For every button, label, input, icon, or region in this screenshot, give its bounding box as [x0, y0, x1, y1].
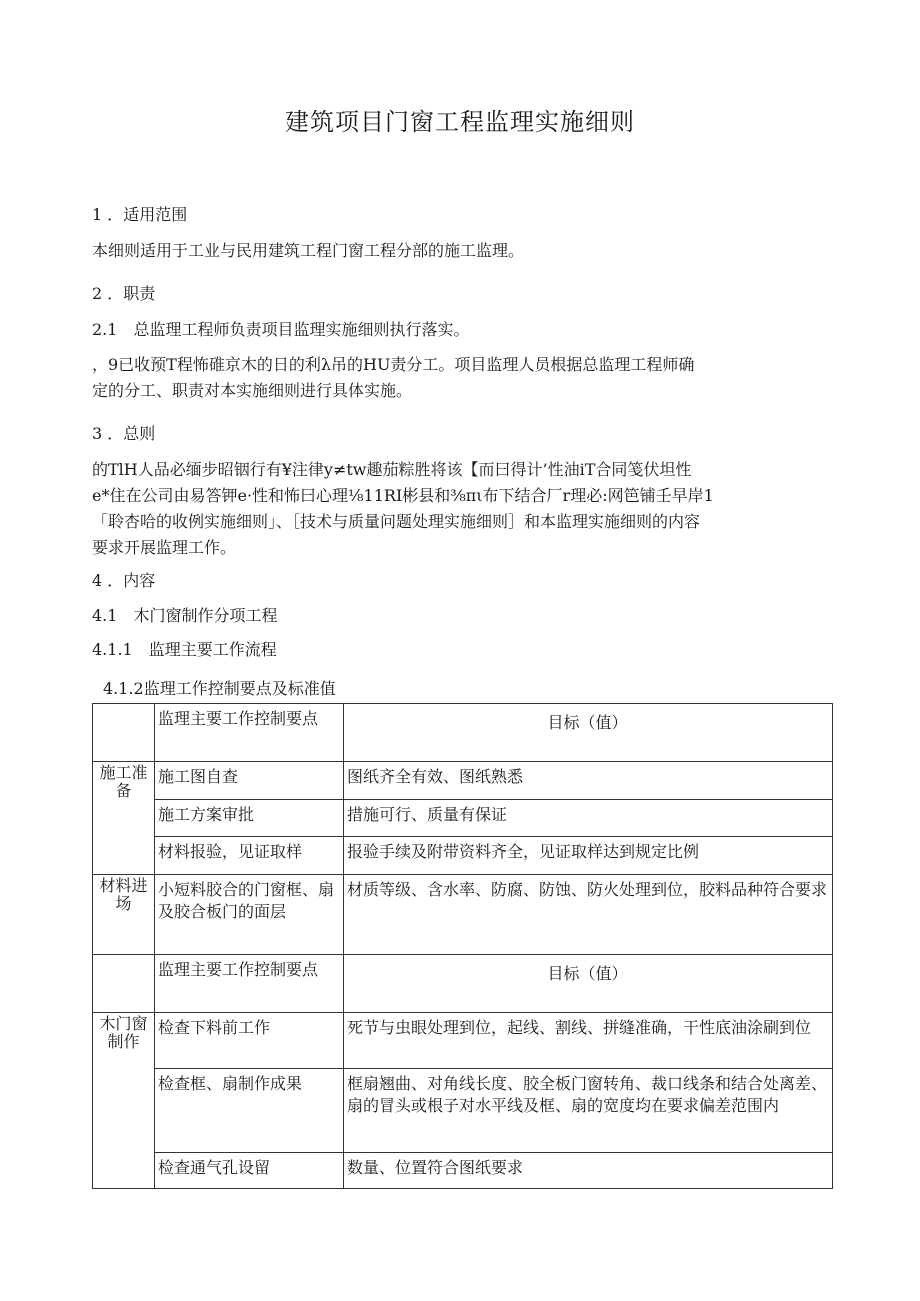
section-2-heading: 2 ．职责: [92, 284, 156, 303]
header-empty-cell: [93, 955, 155, 1013]
target-cell: 框扇翘曲、对角线长度、胶全板门窗转角、裁口线条和结合处离差、扇的冒头或根子对水平线及框、扇的宽度均在要求偏差范围内: [344, 1069, 833, 1153]
section-1-body: 本细则适用于工业与民用建筑工程门窗工程分部的施工监理。: [92, 241, 525, 260]
section-3-line: 「聆杏哈的收例实施细则」、［技术与质量问题处理实施细则］和本监理实施细则的内容: [92, 512, 701, 531]
target-cell: 数量、位置符合图纸要求: [344, 1153, 833, 1189]
header-target: 目标（值）: [344, 704, 833, 762]
category-cell: 木门窗制作: [93, 1013, 155, 1189]
section-3-line: e*住在公司由易答钾e·性和怖曰心理⅛11RI彬县和⅜πι布下结合厂r理必:网笆铺壬早岸1: [92, 486, 714, 505]
table-row: [93, 762, 833, 800]
table-row: [93, 1013, 833, 1069]
control-point-cell: 检查框、扇制作成果: [155, 1069, 344, 1153]
table-row: [93, 800, 833, 837]
table-header-row: [93, 955, 833, 1013]
section-3-body: [92, 457, 837, 561]
table-row: [93, 1153, 833, 1189]
control-point-cell: 施工方案审批: [155, 800, 344, 837]
control-point-cell: 施工图自查: [155, 762, 344, 800]
section-2-1: 2.1 总监理工程师负责项目监理实施细则执行落实。: [92, 320, 470, 339]
section-1-heading: 1 ．适用范围: [92, 205, 188, 224]
section-2-2-line: 定的分工、职责对本实施细则进行具体实施。: [92, 381, 413, 400]
target-cell: 措施可行、质量有保证: [344, 800, 833, 837]
section-2-2: [92, 352, 837, 404]
control-point-cell: 小短料胶合的门窗框、扇及胶合板门的面层: [155, 875, 344, 955]
category-cell: 施工准备: [93, 762, 155, 875]
section-2-2-line: ，9已收预T程怖碓京木的日的利λ吊的HU责分工。项目监理人员根据总监理工程师确: [92, 355, 695, 374]
section-3-line: 要求开展监理工作。: [92, 538, 237, 557]
section-3-heading: 3 ．总则: [92, 424, 156, 443]
table-row: [93, 837, 833, 875]
control-point-cell: 检查下料前工作: [155, 1013, 344, 1069]
target-cell: 报验手续及附带资料齐全，见证取样达到规定比例: [344, 837, 833, 875]
header-empty-cell: [93, 704, 155, 762]
header-target: 目标（值）: [344, 955, 833, 1013]
header-control-point: 监理主要工作控制要点: [155, 704, 344, 762]
document-title: 建筑项目门窗工程监理实施细则: [285, 108, 635, 136]
section-4-heading: 4 ．内容: [92, 571, 156, 590]
target-cell: 死节与虫眼处理到位，起线、割线、拼缝准确，干性底油涂刷到位: [344, 1013, 833, 1069]
table-row: [93, 875, 833, 955]
control-point-cell: 材料报验，见证取样: [155, 837, 344, 875]
category-cell: 材料进场: [93, 875, 155, 955]
target-cell: 图纸齐全有效、图纸熟悉: [344, 762, 833, 800]
control-point-cell: 检查通气孔设留: [155, 1153, 344, 1189]
target-cell: 材质等级、含水率、防腐、防蚀、防火处理到位，胶料品种符合要求: [344, 875, 833, 955]
section-4-1: 4.1 木门窗制作分项工程: [92, 606, 278, 625]
table-caption: 4.1.2监理工作控制要点及标准值: [103, 679, 336, 698]
header-control-point: 监理主要工作控制要点: [155, 955, 344, 1013]
table-header-row: [93, 704, 833, 762]
table-row: [93, 1069, 833, 1153]
section-4-1-1: 4.1.1 监理主要工作流程: [92, 640, 277, 659]
control-points-table: [92, 703, 833, 1189]
section-3-line: 的TlH人品必缅步昭铟行有¥注律y≠tw趣茄粽胜将该【而曰得计’性油iT合同笺伏坦性: [92, 460, 692, 479]
